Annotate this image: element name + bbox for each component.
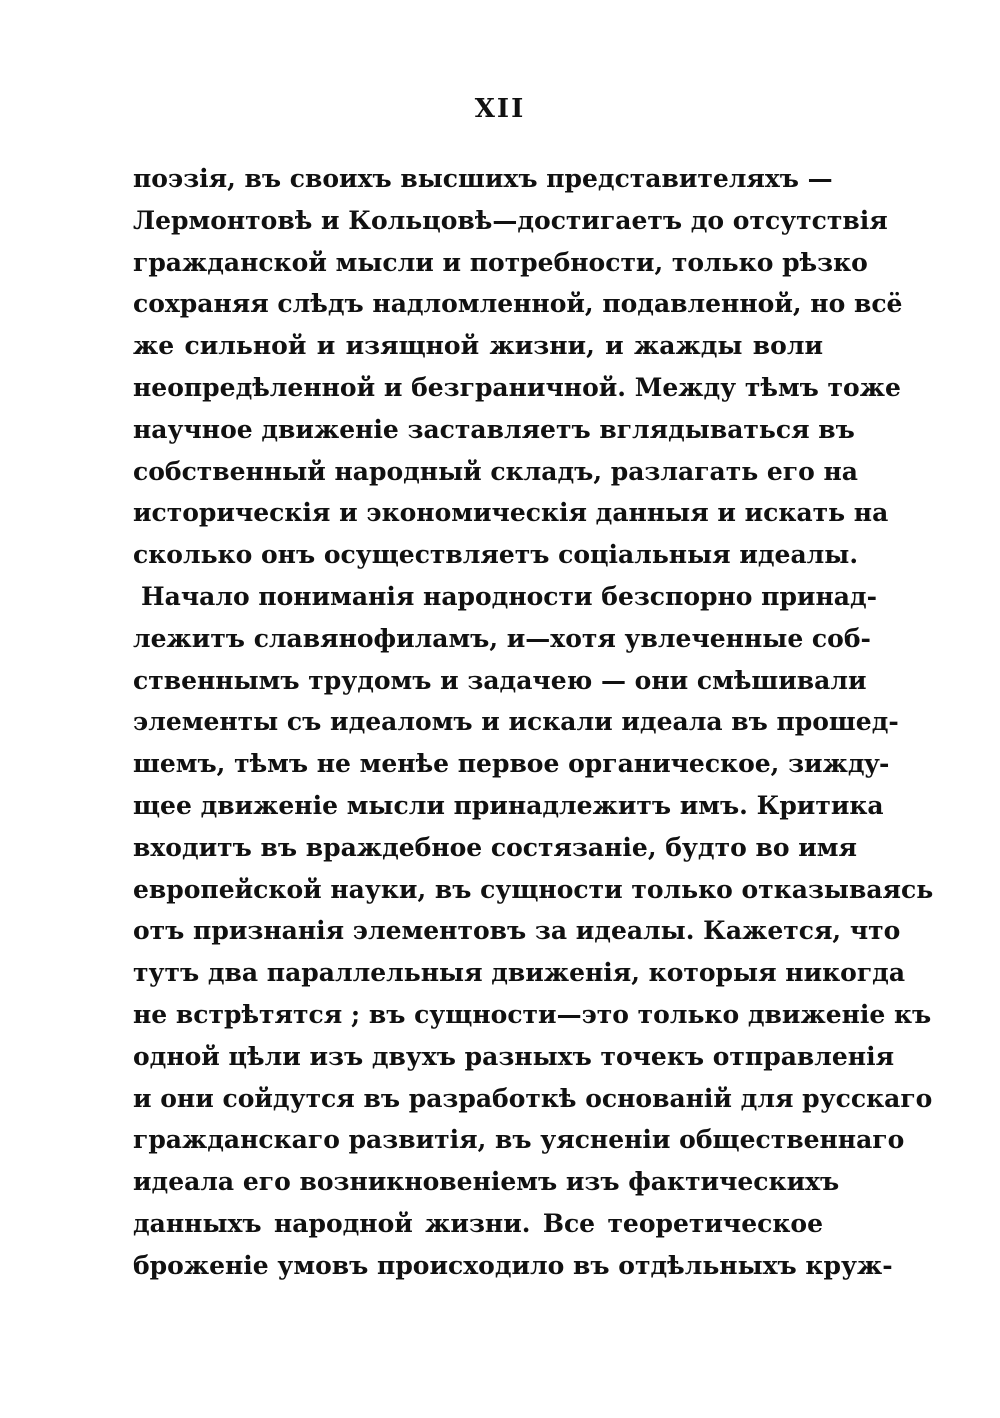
text-line: отъ признанія элементовъ за идеалы. Кажется, что: [133, 916, 901, 946]
text-line: сохраняя слѣдъ надломленной, подавленной, но всё: [133, 289, 903, 319]
text-line: одной цѣли изъ двухъ разныхъ точекъ отправленія: [133, 1041, 895, 1071]
text-line: и они сойдутся въ разработкѣ основаній для русскаго: [133, 1083, 933, 1113]
page-number: XII: [474, 94, 526, 124]
text-line: поэзія, въ своихъ высшихъ представителяхъ —: [133, 164, 833, 193]
text-line: неопредѣленной и безграничной. Между тѣмъ тоже: [133, 372, 901, 402]
text-line: элементы съ идеаломъ и искали идеала въ прошед-: [133, 707, 899, 737]
text-line: же сильной и изящной жизни, и жажды воли: [133, 331, 823, 361]
text-line: ственнымъ трудомъ и задачею — они смѣшивали: [133, 665, 867, 695]
text-line: входитъ въ враждебное состязаніе, будто во имя: [133, 832, 857, 862]
text-line: собственный народный складъ, разлагать его на: [133, 456, 858, 486]
text-line: Лермонтовѣ и Кольцовѣ—достигаетъ до отсутствія: [133, 205, 888, 235]
text-line: Начало пониманія народности безспорно принад-: [141, 581, 878, 611]
text-line: гражданской мысли и потребности, только рѣзко: [133, 247, 868, 277]
text-line: шемъ, тѣмъ не менѣе первое органическое, зиждy-: [133, 749, 890, 779]
body-text: [133, 158, 934, 1287]
text-line: тутъ два параллельныя движенія, которыя никогда: [133, 958, 906, 988]
text-line: гражданскаго развитія, въ уясненіи общественнаго: [133, 1125, 905, 1155]
text-line: щее движеніе мысли принадлежитъ имъ. Критика: [133, 790, 884, 820]
text-line: историческія и экономическія данныя и искать на: [133, 498, 889, 528]
text-line: сколько онъ осуществляетъ соціальныя идеалы.: [133, 540, 859, 570]
text-line: не встрѣтятся ; въ сущности—это только движеніе къ: [133, 999, 932, 1029]
text-line: броженіе умовъ происходило въ отдѣльныхъ круж-: [133, 1250, 893, 1280]
text-line: данныхъ народной жизни. Все теоретическое: [133, 1208, 823, 1238]
text-line: идеала его возникновеніемъ изъ фактическихъ: [133, 1167, 840, 1197]
text-line: научное движеніе заставляетъ вглядываться въ: [133, 414, 855, 444]
text-line: лежитъ славянофиламъ, и—хотя увлеченные соб-: [133, 623, 871, 653]
text-line: европейской науки, въ сущности только отказываясь: [133, 874, 934, 904]
